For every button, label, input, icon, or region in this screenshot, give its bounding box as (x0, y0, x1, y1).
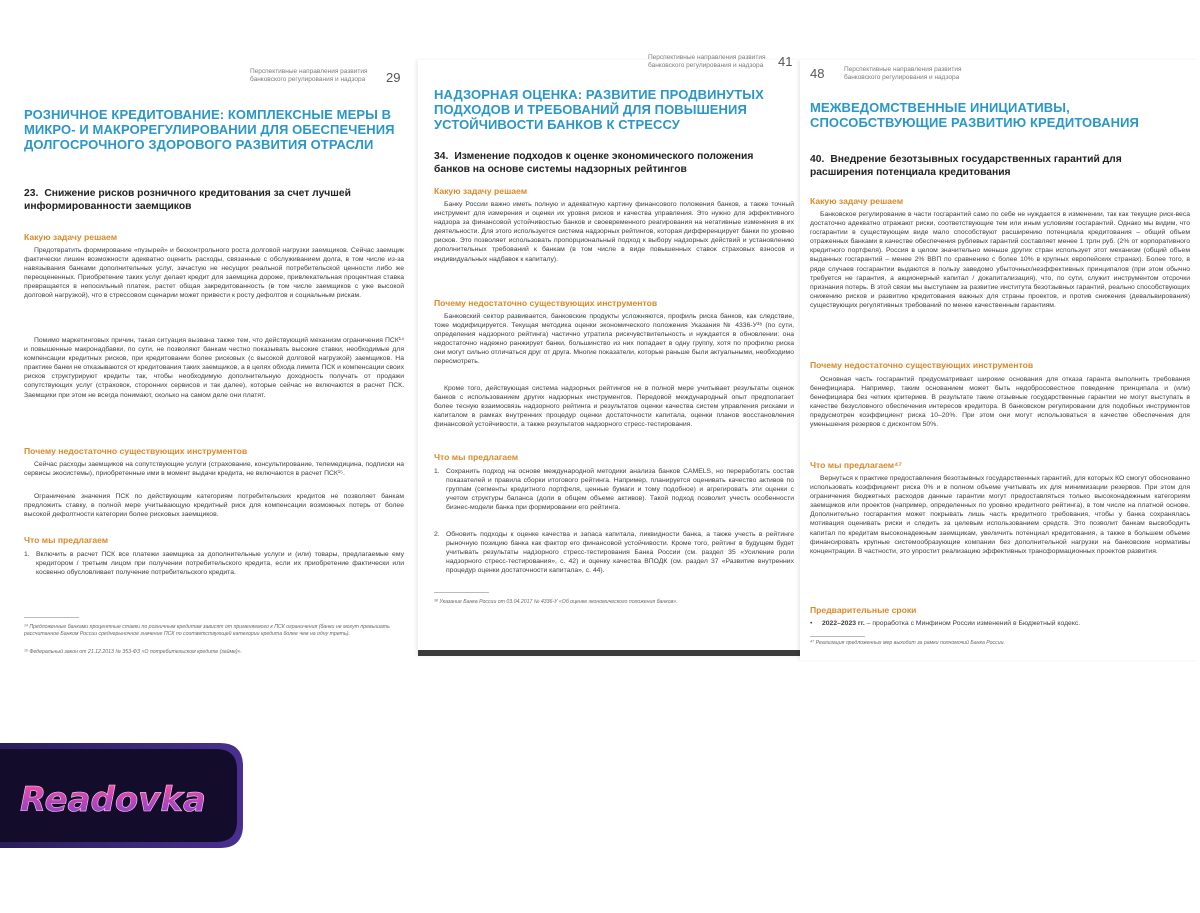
paragraph: Кроме того, действующая система надзорных рейтингов не в полной мере учитывает результаты оценок банков с использованием других надзорных инструментов. Передовой международный опыт предполагает более тесную взаимосвязь надзорного рейтинга и результатов оценки качества систем управления рисками и капиталом в рамках внутренних процедур оценки достаточности капитала, оценки планов восстановления финансовой устойчивости, а также результатов надзорного стресс-тестирования. (434, 385, 794, 429)
section-number: 34. (434, 151, 449, 162)
footnote-divider (810, 636, 865, 637)
running-head: Перспективные направления развития банковского регулирования и надзора (648, 54, 766, 69)
footnote: ⁴⁷ Реализация предложенных мер выходит за рамки полномочий Банка России. (810, 640, 1005, 646)
section-title (434, 150, 784, 176)
list-item-text: Включить в расчет ПСК все платежи заемщика за дополнительные услуги и (или) товары, предлагаемые ему кредитором / третьим лицом при получении потребительского кредита, если их приобретение фактически или косвенно обусловливает получение потребительского кредита. (36, 551, 404, 577)
running-head: Перспективные направления развития банковского регулирования и надзора (250, 68, 368, 83)
readovka-logo (0, 743, 243, 848)
section-title-text: Внедрение безотзывных государственных гарантий для расширения потенциала кредитования (810, 154, 1122, 178)
list-item-text: – проработка с Минфином России изменений в Бюджетный кодекс. (864, 620, 1081, 627)
subheading-insufficient: Почему недостаточно существующих инструментов (24, 446, 248, 456)
chapter-title: РОЗНИЧНОЕ КРЕДИТОВАНИЕ: КОМПЛЕКСНЫЕ МЕРЫ В МИКРО- И МАКРОРЕГУЛИРОВАНИИ ДЛЯ ОБЕСПЕЧЕНИЯ ДОЛГОСРОЧНОГО ЗДОРОВОГО РАЗВИТИЯ ОТРАСЛИ (24, 107, 395, 152)
paragraph: Банковский сектор развивается, банковские продукты усложняются, профиль риска банков, как следствие, тоже модифицируется. Текущая методика оценки экономического положения Указания № 4336-У³⁸ (по сути, определения надзорного рейтинга) частично утратила рискчувствительность и нуждается в обновлении: она недостаточно надежно ранжирует банки, большинство из них попадает в одну группу, хотя по профилю риска они могут сильно отличаться друг от друга. Многие показатели, которые раньше были актуальными, необходимо пересмотреть. (434, 313, 794, 366)
list-number: 2. (434, 531, 440, 538)
subheading-proposal: Что мы предлагаем (434, 452, 519, 462)
section-number: 23. (24, 188, 39, 199)
running-head: Перспективные направления развития банковского регулирования и надзора (844, 66, 962, 81)
footnote: ³⁸ Указание Банка России от 03.04.2017 № 4336-У «Об оценке экономического положения банков». (434, 599, 678, 605)
section-title-text: Изменение подходов к оценке экономического положения банков на основе системы надзорных рейтингов (434, 151, 754, 175)
list-item (434, 530, 794, 575)
paragraph: Сейчас расходы заемщиков на сопутствующие услуги (страхование, консультирование, телемедицина, подписки на сервисы экосистемы), приобретенные ими в момент выдачи кредита, не включаются в расчет ПСК¹⁵. (24, 461, 404, 478)
footnote-divider (24, 617, 79, 618)
subheading-proposal: Что мы предлагаем (24, 535, 109, 545)
chapter-title: МЕЖВЕДОМСТВЕННЫЕ ИНИЦИАТИВЫ, СПОСОБСТВУЮЩИЕ РАЗВИТИЮ КРЕДИТОВАНИЯ (810, 100, 1139, 130)
list-item (24, 550, 404, 577)
paragraph: Предотвратить формирование «пузырей» и бесконтрольного роста долговой нагрузки заемщиков. Сейчас заемщик фактически лишен возможности адекватно оценить расходы, связанные с обслуживанием долга, в том числе из-за навязывания банками дополнительных услуг, зачастую не несущих реальной потребительской ценности либо же переоцененных. Приобретение таких услуг делает кредит для заемщика дороже, привлекательная процентная ставка превращается в непосильный платеж, растет общая закредитованность (в том числе заемщиков с уже высокой долговой нагрузкой), что в стрессовом сценарии может привести к росту дефолтов и социальным рискам. (24, 247, 404, 300)
list-bullet: • (810, 620, 813, 627)
list-number: 1. (434, 468, 440, 475)
page-number: 48 (810, 66, 825, 81)
footnote: ¹⁴ Предложенные банками процентные ставки по розничным кредитам зависят от применяемого к ПСК ограничения (банки не могут превышать рассчитанное Банком России среднерыночное значение ПСК по соответствующей категории кредита более чем на одну треть). (24, 624, 390, 637)
subheading-insufficient: Почему недостаточно существующих инструментов (434, 298, 658, 308)
list-item (434, 467, 794, 512)
footnote: ¹⁵ Федеральный закон от 21.12.2013 № 353-ФЗ «О потребительском кредите (займе)». (24, 649, 242, 655)
paragraph: Банку России важно иметь полную и адекватную картину финансового положения банков, а также точный инструмент для измерения и оценки их уровня рисков и качества управления. Это нужно для эффективного надзора за финансовой устойчивостью банков и своевременного реагирования на негативные изменения в их деятельности. Для этого используется система надзорных рейтингов, которая дифференцирует банки по уровню рисков. Это позволяет использовать пропорциональный подход к выбору надзорных действий и установлению дополнительных требований к банкам (в том числе в виде повышенных ставок страховых взносов и индивидуальных надбавок к капиталу). (434, 201, 794, 263)
paragraph: Основная часть госгарантий предусматривает широкие основания для отказа гаранта выполнить требования бенефициара. Например, таким основанием может быть недобросовестное поведение принципала и (или) бенефициара без четких критериев. В результате такие отзывные государственные гарантии не могут выступать в качестве безусловного обеспечения интересов кредитора. В банковском регулировании для подобных инструментов предусмотрен коэффициент риска 10–20%. При этом они могут использоваться в качестве обеспечения для уменьшения резервов с дисконтом 50%. (810, 376, 1190, 429)
section-title (24, 187, 404, 213)
subheading-insufficient: Почему недостаточно существующих инструментов (810, 360, 1034, 370)
paragraph: Вернуться к практике предоставления безотзывных государственных гарантий, для которых КО смогут обоснованно использовать коэффициент риска 0% и в полном объеме учитывать их для минимизации резервов. При этом для ограничения бюджетных расходов данные гарантии могут предоставляться только высоконадежным категориям заемщиков или проектов (например, определенных по уровню кредитного рейтинга), в том числе на платной основе. Дополнительно госгарантия может покрывать лишь часть кредитного требования, чтобы у банка сохранялась мотивация оценивать риски и следить за целевым использованием средств. Это позволит банкам высвободить капитал по кредитам высоконадежным заемщикам, увеличить потенциал кредитования, а также в большем объеме финансировать крупные системообразующие компании без дополнительной нагрузки на банковские нормативы концентрации. В частности, это упростит реализацию эффективных трансформационных проектов развития. (810, 475, 1190, 555)
document-page-29 (0, 60, 418, 675)
subheading-proposal: Что мы предлагаем⁴⁷ (810, 460, 902, 470)
document-page-48 (800, 60, 1200, 660)
page-number: 41 (778, 54, 793, 69)
section-title-text: Снижение рисков розничного кредитования за счет лучшей информированности заемщиков (24, 188, 351, 212)
subheading-task: Какую задачу решаем (810, 196, 904, 206)
footnote-divider (434, 592, 489, 593)
list-item-text: Обновить подходы к оценке качества и запаса капитала, ликвидности банка, а также учесть в рейтинге рыночную позицию банка как фактор его финансовой устойчивости. Кроме того, рейтинг в будущем будет учитывать результаты надзорного стресс-тестирования Банка России (см. раздел 35 «Усиление роли надзорного стресс-тестирования», с. 42) и оценку качества ВПОДК (см. раздел 37 «Развитие внутренних процедур оценки достаточности капитала», с. 44). (446, 531, 794, 575)
paragraph: Помимо маркетинговых причин, такая ситуация вызвана также тем, что действующий механизм ограничения ПСК¹⁴ и повышенные макронадбавки, по сути, не позволяют банкам честно показывать высокие ставки, необходимые для компенсации кредитных рисков, при кредитовании более рисковых (с высокой долговой нагрузкой) заемщиков. На практике банки не отказываются от кредитования таких заемщиков, а в целях обхода лимита ПСК и компенсации своих рисков структурируют кредиты так, чтобы необходимую дополнительную доходность получать от продажи сопутствующих услуг (страховок, сторонних сервисов и так далее), которые сейчас не включаются в расчет ПСК. Заемщики при этом не всегда понимают, сколько на самом деле они платят. (24, 337, 404, 399)
subheading-task: Какую задачу решаем (434, 186, 528, 196)
list-item-text: Сохранить подход на основе международной методики анализа банков CAMELS, но переработать состав показателей и правила сборки итогового рейтинга. Например, планируется оценивать качество активов по группам (сегменты кредитного портфеля, ценные бумаги и тому подобное) и агрегировать эти оценки с учетом структуры баланса (доли в общем объеме активов). Такой подход позволит учесть особенности бизнес-модели банка при формировании его рейтинга. (446, 468, 794, 512)
section-number: 40. (810, 154, 825, 165)
logo-text: Readovka (20, 780, 206, 820)
list-number: 1. (24, 551, 30, 558)
paragraph: Банковское регулирование в части госгарантий само по себе не нуждается в изменении, так как текущие риск-веса достаточно адекватно отражают риски, соответствующие тем или иным условиям госгарантий. Однако мы видим, что госгарантии в существующем виде мало способствуют расширению потенциала кредитования – общий объем отраженных банками в качестве обеспечения рублевых гарантий составляет менее 1 трлн руб. (2% от корпоративного кредитного портфеля). Россия в целом значительно меньше других стран использует этот механизм (общий объем выданных госгарантий – менее 2% ВВП по сравнению с более 10% в крупных европейских странах). Более того, в ряде случаев госгарантии выдаются в пользу заведомо убыточных/неэффективных принципалов (при этом обычно требуется не гарантия, а акционерный капитал / докапитализация), что, по сути, служит инструментом отсрочки признания потерь. В этой связи мы выступаем за развитие института безотзывных гарантий, реально способствующих снижению рисков и развитию кредитования важных для страны проектов, и против снижения (девальвирования) существующих регулятивных требований по менее качественным гарантиям. (810, 211, 1190, 309)
subheading-deadlines: Предварительные сроки (810, 605, 917, 615)
section-title (810, 153, 1180, 179)
list-item (810, 619, 1192, 628)
subheading-task: Какую задачу решаем (24, 232, 118, 242)
page-number: 29 (386, 70, 401, 85)
list-item-year: 2022–2023 гг. (822, 620, 865, 627)
chapter-title: НАДЗОРНАЯ ОЦЕНКА: РАЗВИТИЕ ПРОДВИНУТЫХ ПОДХОДОВ И ТРЕБОВАНИЙ ДЛЯ ПОВЫШЕНИЯ УСТОЙЧИВОСТИ БАНКОВ К СТРЕССУ (434, 87, 764, 132)
document-page-41 (418, 54, 800, 656)
paragraph: Ограничение значения ПСК по действующим категориям потребительских кредитов не позволяет банкам предложить ставку, в полной мере учитывающую кредитный риск для компенсации возможных потерь от более высокой дефолтности категории более рисковых заемщиков. (24, 493, 404, 519)
